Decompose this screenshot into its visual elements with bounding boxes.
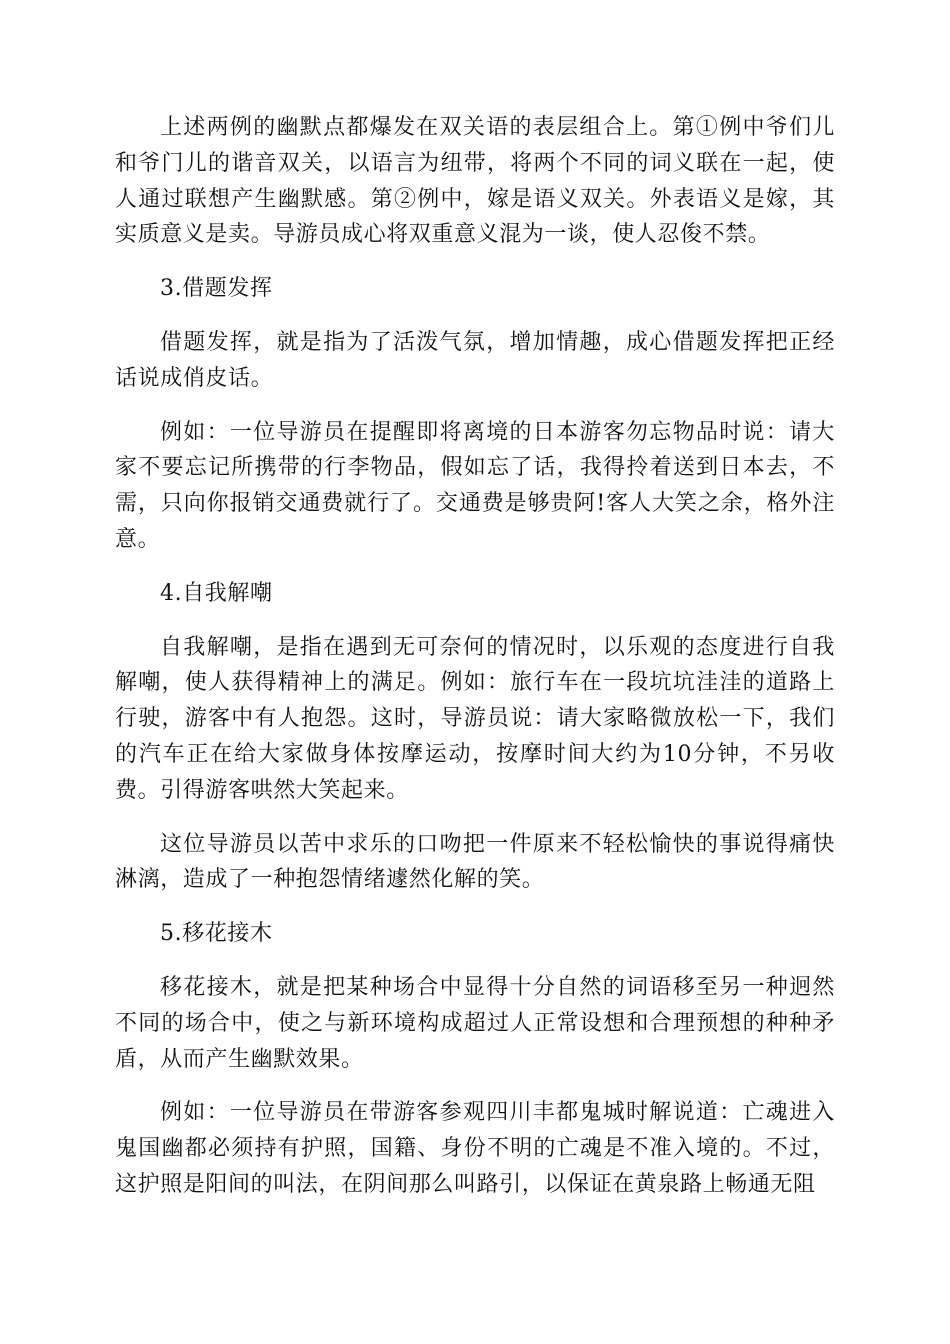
section-heading-4: 4.自我解嘲 (160, 580, 273, 606)
paragraph-pun-summary: 上述两例的幽默点都爆发在双关语的表层组合上。第①例中爷们儿和爷门儿的谐音双关，以语言为纽带，将两个不同的词义联在一起，使人通过联想产生幽默感。第②例中，嫁是语义双关。外表语义是嫁，其实质意义是卖。导游员成心将双重意义混为一谈，使人忍俊不禁。 (115, 115, 835, 248)
paragraph-example-5: 例如：一位导游员在带游客参观四川丰都鬼城时解说道：亡魂进入鬼国幽都必须持有护照，国籍、身份不明的亡魂是不准入境的。不过，这护照是阳间的叫法，在阴间那么叫路引，以保证在黄泉路上畅通无阻 (115, 1100, 835, 1197)
section-heading-3: 3.借题发挥 (160, 276, 273, 302)
paragraph-definition-3: 借题发挥，就是指为了活泼气氛，增加情趣，成心借题发挥把正经话说成俏皮话。 (115, 329, 835, 391)
paragraph-commentary-4: 这位导游员以苦中求乐的口吻把一件原来不轻松愉快的事说得痛快淋漓，造成了一种抱怨情绪遽然化解的笑。 (115, 831, 835, 893)
paragraph-definition-5: 移花接木，就是把某种场合中显得十分自然的词语移至另一种迥然不同的场合中，使之与新环境构成超过人正常设想和合理预想的种种矛盾，从而产生幽默效果。 (115, 974, 835, 1072)
paragraph-example-3: 例如：一位导游员在提醒即将离境的日本游客勿忘物品时说：请大家不要忘记所携带的行李物品，假如忘了话，我得拎着送到日本去，不需，只向你报销交通费就行了。交通费是够贵阿!客人大笑之余，格外注意。 (115, 419, 835, 552)
document-page (115, 110, 835, 1221)
section-heading-5: 5.移花接木 (160, 921, 273, 947)
paragraph-definition-4: 自我解嘲，是指在遇到无可奈何的情况时，以乐观的态度进行自我解嘲，使人获得精神上的满足。例如：旅行车在一段坑坑洼洼的道路上行驶，游客中有人抱怨。这时，导游员说：请大家略微放松一下，我们的汽车正在给大家做身体按摩运动，按摩时间大约为10分钟，不另收费。引得游客哄然大笑起来。 (115, 634, 835, 803)
